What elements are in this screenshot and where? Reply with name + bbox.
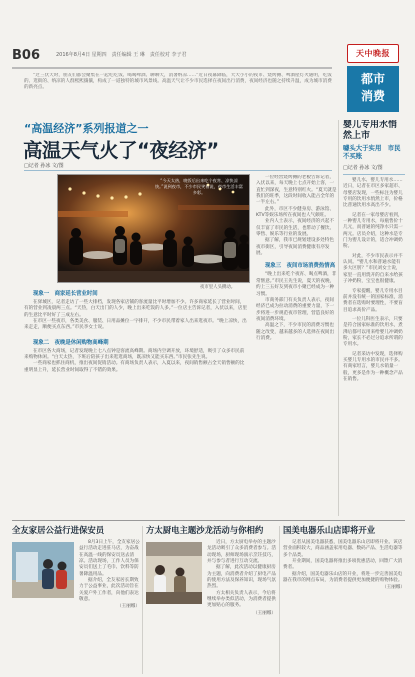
story-photo: [146, 542, 202, 604]
body-paragraph: 在市区各大商场，记者发现晚上七八点钟是客流高峰期。商场内空调开放，环境舒适，吸引了众多市民前来购物休闲。“白天太热，下班后陪孩子出来逛逛商场，既凉快又能买东西。”市民张先生说。: [24, 348, 245, 361]
reporter-sign: （王丽娜）: [382, 585, 405, 591]
body-paragraph: 据了解，我市已规划建设多处特色夜市街区，引导夜间消费健康有序发展。: [256, 238, 334, 257]
body-paragraph: 据了解，此次活动以健康厨房为主题，向消费者介绍了厨电产品的使用方法及保养知识，现场气氛热烈。: [207, 565, 276, 590]
kicker: “高温经济”系列报道之一: [24, 122, 149, 135]
lead-rule: [24, 170, 332, 171]
photo-credit: 夜市里人头攒动。: [200, 285, 236, 290]
body-paragraph: 开业期间，国美电器将推出多项优惠活动，回馈广大消费者。: [283, 559, 403, 571]
body-paragraph: 在驿城区，记者走访了一些大排档，发现各家店铺的客流量比平时增加不少。许多商家延长了营业时间，有的营业到凌晨两三点。“天热，白天出门的人少，晚上出来吃饭的人多。”一位店主告诉记者，入伏以来，店里的生意比平时好了三成左右。: [24, 300, 247, 318]
section-label: [347, 66, 399, 112]
photo-caption: “今天太热，晚饭后出来吃个夜宵、凉快凉快。”说到夜市，不少市民笑着说，夜市生活丰富多彩。: [154, 178, 243, 195]
body-paragraph: 对此，不少市民表示并不认同。“婴儿水和普通水能有多大区别？”市民刘女士说，家里一直用烧开的自来水给孩子冲奶粉，宝宝也很健康。: [343, 253, 403, 285]
body-paragraph: 8月3日上午，全友家居公益行活动走进驻马店，为奋战在高温一线的保安员送去清凉。活动现场，工作人员为保安员们送上了毛巾、饮料等防暑降温用品。: [79, 540, 140, 577]
body-paragraph: 专家提醒，婴儿专用水目前并没有统一的国家标准，消费者在选购时要理性，不要盲目追求高价产品。: [343, 288, 403, 313]
bottom-story-headline: 全友家居公益行进保安员: [12, 525, 105, 535]
body-paragraph: 业内人士表示，夜间经济的兴起不仅丰富了市民的生活，也带动了餐饮、零售、娱乐等行业的发展。: [256, 219, 335, 238]
newspaper-logo: [347, 44, 399, 63]
bottom-story-headline: 国美电器乐山店即将开业: [283, 525, 376, 535]
body-paragraph: 据介绍，全友家居长期致力于公益事业，此次活动旨在关爱户外工作者，向他们表达敬意。: [79, 578, 139, 603]
reporter-sign: （王丽娜）: [253, 610, 276, 616]
section-heading: 现象一 商家延长营业时间: [33, 291, 98, 297]
body-paragraph: 高温之下，不少市民的消费习惯也随之改变，越来越多的人选择在夜间出行消费。: [256, 323, 335, 341]
body-paragraph: 一位儿科医生表示，只要是符合国家标准的饮用水，煮沸后都可以用来给婴儿冲调奶粉，家长不必过分追求所谓的专用水。: [343, 316, 403, 348]
body-paragraph: 据介绍，国美电器乐山店的开业，将进一步完善国美电器在我市的网点布局，为消费者提供更加便捷的购物体验。: [283, 571, 403, 584]
night-market-photo: [57, 174, 250, 283]
bottom-divider: [12, 520, 405, 521]
column-divider: [338, 120, 339, 516]
body-paragraph: 记者采访中发现，选择购买婴儿专用水的市民并不多。有商家坦言，婴儿水销量一般，更多是作为一种概念产品在销售。: [343, 351, 403, 382]
body-paragraph: 婴儿水、婴儿专用水……近日，记者在市区多家超市、母婴店发现，一些标注为婴儿专用的饮用水悄然上市，价格比普通饮用水高出不少。: [343, 178, 403, 209]
body-paragraph: 在市区一些夜市，各类美食、服装、日用品摊位一字排开，不少市民带着家人出来逛夜市。“晚上凉快，出来走走，顺便买点东西。”市民李女士说。: [24, 319, 247, 331]
section-label-line-1: 都市: [360, 72, 385, 86]
bottom-story-headline: 方太厨电主题沙龙活动与你相约: [146, 525, 264, 535]
body-paragraph: 此外，市区不少健身房、游泳馆、KTV等娱乐场所在夜间也人气颇旺。: [256, 206, 334, 219]
sidebar-rule: [343, 174, 405, 175]
photo-illustration: [12, 542, 74, 598]
section-heading: 现象三 夜间市场消费热情高: [265, 263, 336, 270]
photo-illustration: [146, 542, 202, 604]
logo-text: 天中晚报: [356, 49, 390, 58]
lead-right-column: [256, 175, 338, 462]
sidebar-byline: □记者 孙冰 文/图: [343, 165, 383, 171]
sidebar-subheadline: 噱头大于实用 市民不买账: [343, 144, 401, 160]
header-rule: [12, 67, 332, 69]
bottom-story-2: [146, 525, 276, 675]
column-divider: [142, 526, 143, 674]
body-paragraph: 方太相关负责人表示，今后将继续举办类似活动，为消费者提供更加贴心的服务。: [207, 590, 276, 609]
date-line: 2016年8月4日 星期四 责任编辑 王 琳 责任校对 李子君: [56, 52, 187, 58]
body-paragraph: 市商务部门有关负责人表示，夜间经济已成为拉动消费的重要力量，下一步将进一步规范夜市管理，营造良好的夜间消费环境。: [256, 297, 335, 322]
intro-paragraph: “过三伏天时，朋友们都会聚集在一起吃吃饭、喝喝啤酒、聊聊天，消暑纳凉……”近日夜幕降临，大大小小的夜市、烧烤摊、啤酒屋灯火通明，吃饭的、逛街的、纳凉的人群熙熙攘攘，构成了一道独特的城市风景线。高温天气让不少市民选择在夜间出行消费，夜间经济也随之持续升温，成为城市消费的新亮点。: [24, 73, 332, 90]
body-paragraph: 记者在一家母婴店看到，一种婴儿专用水，每瓶售价十几元，而普通的纯净水只需一两元。店员介绍，这种水是专门为婴儿设计的，适合冲调奶粉。: [343, 212, 403, 250]
body-paragraph: “晚上出来吃个夜宵、喝点啤酒，非常惬意。”市民王先生说，夏天的夜晚，约上三五好友到夜市小聚已经成为一种习惯。: [256, 272, 337, 297]
sidebar-headline: 婴儿专用水悄然上市: [343, 120, 398, 141]
bottom-story-3: [283, 525, 405, 675]
page-number: B06: [12, 48, 40, 63]
sidebar-story: [343, 120, 405, 516]
lead-byline: □记者 孙冰 文/图: [24, 163, 64, 169]
section-label-line-2: 消费: [360, 89, 385, 103]
section-heading: 现象二 夜晚是休闲购物高峰期: [33, 339, 109, 346]
story-photo: [12, 542, 74, 598]
reporter-sign: （王丽娜）: [117, 604, 140, 610]
bottom-story-1: [12, 525, 140, 675]
lead-left-column: [24, 289, 248, 517]
body-paragraph: 一位经营烧烤摊的老板告诉记者，入伏以来，每天晚上七点开始上客，一直忙到深夜，生意特别红火。“夏天就是我们的旺季，这段时间收入能占全年的一半左右。”: [256, 175, 337, 206]
column-divider: [279, 526, 280, 674]
lead-headline: 高温天气火了“夜经济”: [23, 139, 219, 162]
body-paragraph: 近日，方太厨电举办的主题沙龙活动吸引了众多消费者参与。活动现场，厨师现场演示烹饪技巧，并与参与者进行互动交流。: [207, 540, 276, 565]
body-paragraph: 记者从国美电器获悉，国美电器乐山店即将开业。该店营业面积较大，商品涵盖家用电器、数码产品、生活电器等多个品类。: [283, 540, 403, 558]
body-paragraph: 一些商家也抓住商机，推出夜间促销活动。有商场负责人表示，入夏以来，夜间销售额占全天销售额的比重明显上升，延长营业时间取得了不错的效果。: [24, 361, 245, 373]
